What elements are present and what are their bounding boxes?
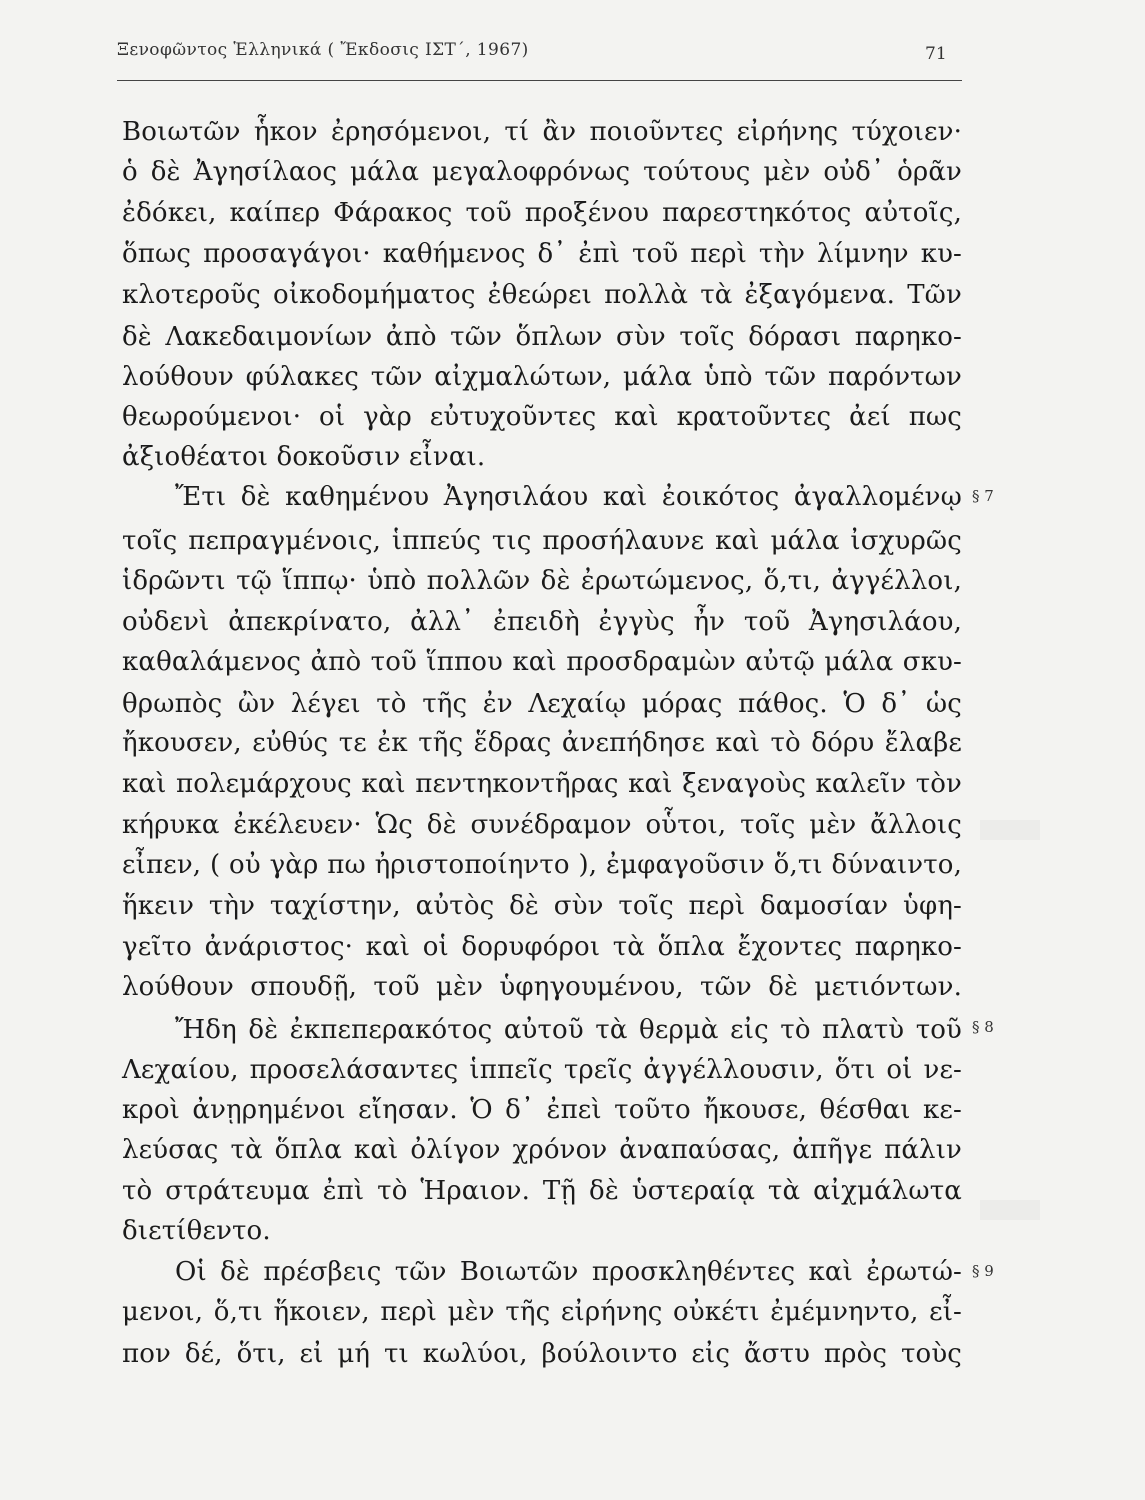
text-line: λούθουν σπουδῇ, τοῦ μὲν ὑφηγουμένου, τῶν δὲ μετιόντων. [122,972,962,1002]
page-number: 71 [925,44,947,64]
text-line: θεωρούμενοι· οἱ γὰρ εὐτυχοῦντες καὶ κρατοῦντες ἀεί πως [122,402,962,432]
text-line: κροὶ ἀνῃρημένοι εἴησαν. Ὁ δ᾽ ἐπεὶ τοῦτο ἤκουσε, θέσθαι κε- [122,1095,962,1125]
text-line: ἀξιοθέατοι δοκοῦσιν εἶναι. [122,442,486,472]
running-title: Ξενοφῶντος Ἑλληνικά ( Ἔκδοσις ΙΣΤ΄, 1967) [117,40,529,60]
text-line: πον δέ, ὅτι, εἰ μή τι κωλύοι, βούλοιντο εἰς ἄστυ πρὸς τοὺς [122,1339,962,1369]
text-line: τὸ στράτευμα ἐπὶ τὸ Ἡραιον. Τῇ δὲ ὑστεραίᾳ τὰ αἰχμάλωτα [122,1176,962,1206]
text-line: δὲ Λακεδαιμονίων ἀπὸ τῶν ὅπλων σὺν τοῖς δόρασι παρηκο- [122,322,962,352]
text-line: ἱδρῶντι τῷ ἵππῳ· ὑπὸ πολλῶν δὲ ἐρωτώμενος, ὅ,τι, ἀγγέλλοι, [122,566,962,596]
section-marker-7: § 7 [972,487,994,505]
section-marker-8: § 8 [972,1018,994,1036]
bleed-through-smudge [980,820,1040,840]
text-line: ὅπως προσαγάγοι· καθήμενος δ᾽ ἐπὶ τοῦ περὶ τὴν λίμνην κυ- [122,239,962,269]
text-line: διετίθεντο. [122,1216,271,1246]
text-line: Ἤδη δὲ ἐκπεπερακότος αὐτοῦ τὰ θερμὰ εἰς τὸ πλατὺ τοῦ [175,1015,962,1045]
text-line: Βοιωτῶν ἧκον ἐρησόμενοι, τί ἂν ποιοῦντες εἰρήνης τύχοιεν· [122,117,962,147]
text-line: Λεχαίου, προσελάσαντες ἱππεῖς τρεῖς ἀγγέλλουσιν, ὅτι οἱ νε- [122,1055,962,1085]
text-line: λούθουν φύλακες τῶν αἰχμαλώτων, μάλα ὑπὸ τῶν παρόντων [122,362,962,392]
text-line: κλοτεροῦς οἰκοδομήματος ἐθεώρει πολλὰ τὰ ἐξαγόμενα. Τῶν [122,280,962,310]
text-line: Οἱ δὲ πρέσβεις τῶν Βοιωτῶν προσκληθέντες καὶ ἐρωτώ- [175,1257,962,1287]
text-line: κήρυκα ἐκέλευεν· Ὡς δὲ συνέδραμον οὗτοι, τοῖς μὲν ἄλλοις [122,810,962,840]
text-line: θρωπὸς ὢν λέγει τὸ τῆς ἐν Λεχαίῳ μόρας πάθος. Ὁ δ᾽ ὡς [122,689,962,719]
text-line: λεύσας τὰ ὅπλα καὶ ὀλίγον χρόνον ἀναπαύσας, ἀπῆγε πάλιν [122,1135,962,1165]
text-line: ἥκειν τὴν ταχίστην, αὐτὸς δὲ σὺν τοῖς περὶ δαμοσίαν ὑφη- [122,891,962,921]
text-line: καὶ πολεμάρχους καὶ πεντηκοντῆρας καὶ ξεναγοὺς καλεῖν τὸν [122,769,962,799]
text-line: Ἔτι δὲ καθημένου Ἀγησιλάου καὶ ἐοικότος ἀγαλλομένῳ [175,482,962,512]
header-rule [117,80,962,81]
text-line: ἐδόκει, καίπερ Φάρακος τοῦ προξένου παρεστηκότος αὐτοῖς, [122,198,962,228]
bleed-through-smudge [980,1200,1040,1220]
text-line: οὐδενὶ ἀπεκρίνατο, ἀλλ᾽ ἐπειδὴ ἐγγὺς ἦν τοῦ Ἀγησιλάου, [122,607,962,637]
text-line: καθαλάμενος ἀπὸ τοῦ ἵππου καὶ προσδραμὼν αὐτῷ μάλα σκυ- [122,647,962,677]
text-line: τοῖς πεπραγμένοις, ἱππεύς τις προσήλαυνε καὶ μάλα ἰσχυρῶς [122,526,962,556]
text-line: μενοι, ὅ,τι ἥκοιεν, περὶ μὲν τῆς εἰρήνης οὐκέτι ἐμέμνηντο, εἶ- [122,1297,962,1327]
text-line: εἶπεν, ( οὐ γὰρ πω ἠριστοποίηντο ), ἐμφαγοῦσιν ὅ,τι δύναιντο, [122,850,962,880]
text-line: ὁ δὲ Ἀγησίλαος μάλα μεγαλοφρόνως τούτους μὲν οὐδ᾽ ὁρᾶν [122,157,962,187]
section-marker-9: § 9 [972,1262,994,1280]
text-line: γεῖτο ἀνάριστος· καὶ οἱ δορυφόροι τὰ ὅπλα ἔχοντες παρηκο- [122,932,962,962]
text-line: ἤκουσεν, εὐθύς τε ἐκ τῆς ἕδρας ἀνεπήδησε καὶ τὸ δόρυ ἔλαβε [122,728,962,758]
